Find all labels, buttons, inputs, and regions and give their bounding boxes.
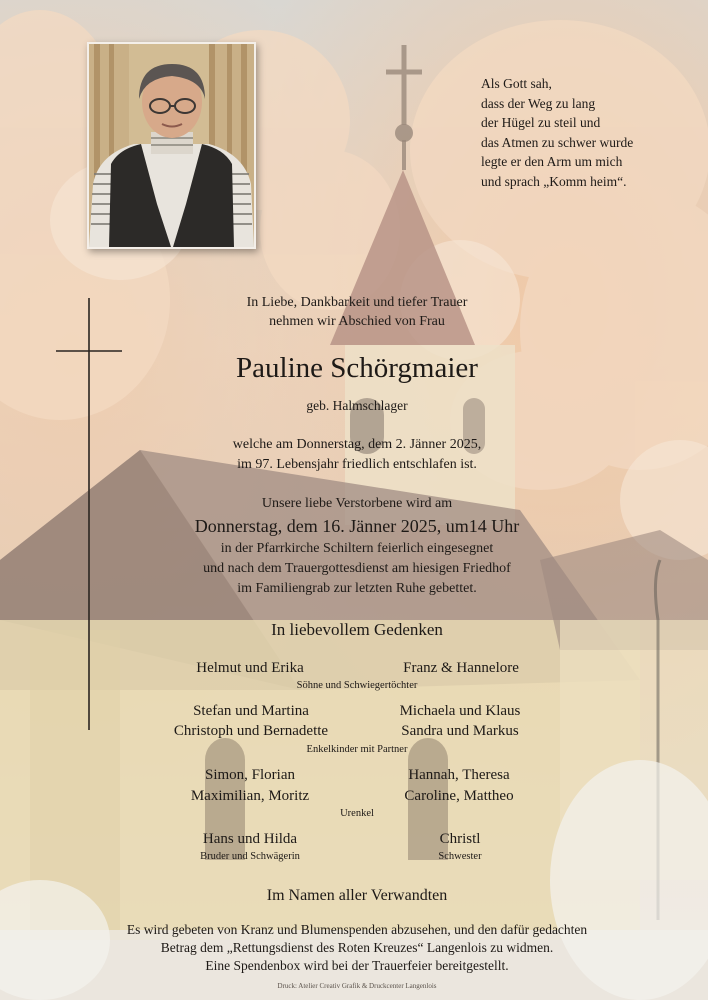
portrait-image [89,44,254,247]
poem-line: der Hügel zu steil und [481,115,601,130]
mourner-name: Hannah, Theresa [408,767,510,783]
death-line: welche am Donnerstag, dem 2. Jänner 2025, [232,437,482,452]
relation-label: Urenkel [340,808,374,819]
mourner-name: Michaela und Klaus [399,703,521,719]
birth-name: geb. Halmschlager [306,398,408,413]
notice-line: Betrag dem „Rettungsdienst des Roten Kreuzes“ Langenlois zu widmen. [160,940,554,955]
mourner-name: Maximilian, Moritz [190,788,310,804]
death-line: im 97. Lebensjahr friedlich entschlafen ist. [237,457,477,472]
mourner-name: Stefan und Martina [193,703,309,719]
funeral-line: Unsere liebe Verstorbene wird am [261,496,453,511]
relation-label: Enkelkinder mit Partner [306,744,408,755]
mourner-name: Sandra und Markus [401,723,519,739]
intro-line: In Liebe, Dankbarkeit und tiefer Trauer [246,295,468,310]
mourner-name: Christoph und Bernadette [173,723,329,739]
poem-line: und sprach „Komm heim“. [481,173,627,189]
poem-verse [481,74,633,191]
closing-line: Im Namen aller Verwandten [266,887,448,904]
poem-line: das Atmen zu schwer wurde [481,134,634,150]
mourner-name: Hans und Hilda [202,831,298,847]
mourner-name: Simon, Florian [204,767,296,783]
deceased-name: Pauline Schörgmaier [236,352,478,384]
relation-label: Söhne und Schwiegertöchter [296,680,418,691]
cross-icon [56,298,122,730]
poem-line: Als Gott sah, [481,76,552,91]
printer-credit: Druck: Atelier Creativ Grafik & Druckcenter Langenlois [277,982,437,990]
mourner-name: Franz & Hannelore [403,660,519,676]
poem-line: dass der Weg zu lang [481,95,596,111]
intro-line: nehmen wir Abschied von Frau [269,314,445,329]
mourner-name: Caroline, Mattheo [404,788,514,804]
funeral-line: im Familiengrab zur letzten Ruhe gebettet. [237,581,477,596]
notice-line: Eine Spendenbox wird bei der Trauerfeier bereitgestellt. [205,958,509,973]
funeral-date: Donnerstag, dem 16. Jänner 2025, um14 Uhr [194,516,520,536]
relation-label: Bruder und Schwägerin [200,851,300,862]
funeral-line: in der Pfarrkirche Schiltern feierlich eingesegnet [220,541,494,556]
funeral-line: und nach dem Trauergottesdienst am hiesigen Friedhof [203,561,511,576]
relation-label: Schwester [438,851,482,862]
mourners-heading: In liebevollem Gedenken [271,620,443,639]
mourner-name: Christl [439,831,481,847]
notice-line: Es wird gebeten von Kranz und Blumenspenden abzusehen, und den dafür gedachten [126,922,588,937]
poem-line: legte er den Arm um mich [481,154,623,169]
portrait-photo [87,42,256,249]
mourner-name: Helmut und Erika [196,660,304,676]
